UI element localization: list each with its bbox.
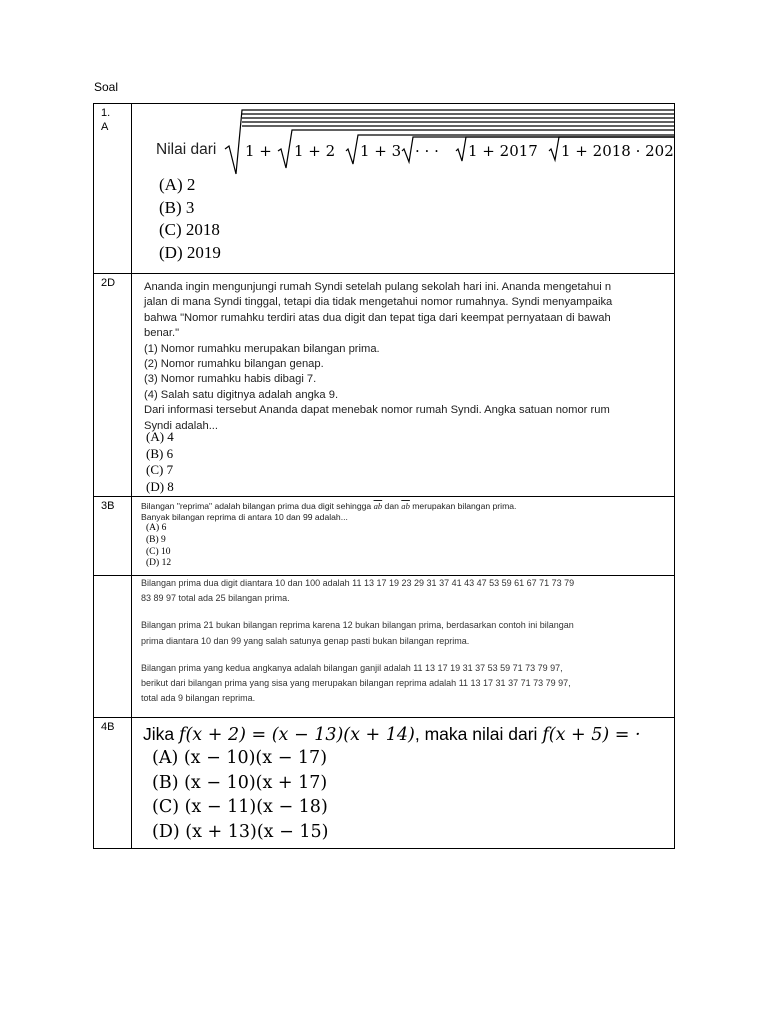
text-line: Bilangan prima dua digit diantara 10 dan 100 adalah 11 13 17 19 23 29 31 37 41 43 47 53 59 61 67 71 73 79 [141,578,575,588]
text-line: (1) Nomor rumahku merupakan bilangan prima. [144,342,380,355]
solution-row [94,576,675,718]
option: (C) 7 [146,462,174,477]
paragraph-gap [141,606,651,618]
q1-prefix: Nilai dari [156,141,217,158]
text-line: bahwa "Nomor rumahku terdiri atas dua digit dan tepat tiga dari keempat pernyataan di bawah [144,311,611,324]
q4-number: 4B [101,721,115,733]
overline-ab: $\overline{ab}$ [373,501,383,511]
option: (C) 2018 [159,220,220,239]
question-number [94,274,132,497]
q3-options [146,523,171,570]
option: (A) (x − 10)(x − 17) [152,748,328,768]
option: (D) (x + 13)(x − 15) [152,821,329,842]
option: (A) 4 [146,429,174,444]
nested-radical-expression [132,104,684,184]
text-line: total ada 9 bilangan reprima. [141,693,256,704]
option: (D) 2019 [159,242,221,262]
question-row-4 [94,718,675,849]
question-number-empty [94,576,132,718]
text-line: 83 89 97 total ada 25 bilangan prima. [141,593,290,604]
question-content [132,104,684,274]
text-line: Syndi adalah... [144,419,219,432]
option: (B) 9 [146,534,166,545]
text-line: benar." [144,327,180,340]
q1-options [159,174,221,264]
option: (A) 6 [146,523,167,533]
expr-part: 1 + 3 [360,142,402,160]
expr-part: 1 + 2018 · 2020 [561,142,684,160]
question-number [94,497,132,576]
expr-part: 1 + [245,142,272,160]
option: (B) 3 [159,197,195,217]
text-fragment: dan [384,501,399,511]
q2-options [146,429,174,495]
question-content [132,497,675,576]
q4-question [143,724,641,745]
expr-part: · · · [415,142,439,160]
question-row-3 [94,497,675,576]
text-line: (2) Nomor rumahku bilangan genap. [144,358,324,371]
text-fragment: Jika [143,724,175,744]
text-line: (4) Salah satu digitnya adalah angka 9. [144,388,339,401]
question-row-2 [94,274,675,497]
option: (B) (x − 10)(x + 17) [152,772,328,793]
question-number [94,718,132,849]
text-line: Dari informasi tersebut Ananda dapat menebak nomor rumah Syndi. Angka satuan nomor rum [144,404,610,417]
expr-part: 1 + 2017 [468,142,538,160]
q3-text [141,501,516,523]
q1-number: 1. A [101,107,111,133]
math-expression: f(x + 5) = · [542,725,641,745]
text-fragment: merupakan bilangan prima. [412,501,517,511]
expr-part: 1 + 2 [294,142,336,160]
option: (C) (x − 11)(x − 18) [152,797,328,817]
q3-solution-text [141,576,651,706]
text-line: berikut dari bilangan prima yang sisa yang merupakan bilangan reprima adalah 11 13 17 31 37 71 73 79 97, [141,678,571,689]
text-line: jalan di mana Syndi tinggal, tetapi dia tidak mengetahui nomor rumahnya. Syndi menyampaika [144,296,613,309]
q2-text [144,280,674,434]
text-line: (3) Nomor rumahku habis dibagi 7. [144,373,317,386]
question-row-1 [94,104,675,274]
solution-content [132,576,675,718]
option: (D) 8 [146,478,174,494]
text-line [141,501,516,512]
text-line: prima diantara 10 dan 99 yang salah satunya genap pasti bukan bilangan reprima. [141,635,470,646]
text-line: Ananda ingin mengunjungi rumah Syndi setelah pulang sekolah hari ini. Ananda mengetahui n [144,281,612,293]
option: (C) 10 [146,546,171,557]
questions-table [93,103,684,849]
option: (D) 12 [146,558,172,569]
math-expression: f(x + 2) = (x − 13)(x + 14) [179,725,415,745]
question-content [132,718,675,849]
option: (B) 6 [146,445,174,461]
text-fragment: , maka nilai dari [414,724,538,744]
q4-options [152,746,328,844]
page-heading: Soal [94,80,119,94]
paragraph-gap [141,649,651,661]
option: (A) 2 [159,175,196,194]
overline-ba: $\overline{ab}$ [401,501,410,511]
text-line: Bilangan prima 21 bukan bilangan reprima karena 12 bukan bilangan prima, berdasarkan contoh ini bilangan [141,620,574,631]
text-fragment: Bilangan "reprima" adalah bilangan prima dua digit sehingga [141,501,372,511]
q2-number: 2D [101,277,116,289]
question-number [94,104,132,274]
text-line: Bilangan prima yang kedua angkanya adalah bilangan ganjil adalah 11 13 17 19 31 37 53 59 71 73 79 97, [141,662,563,673]
text-line: Banyak bilangan reprima di antara 10 dan 99 adalah... [141,512,348,522]
question-content [132,274,675,497]
q3-number: 3B [101,500,115,512]
